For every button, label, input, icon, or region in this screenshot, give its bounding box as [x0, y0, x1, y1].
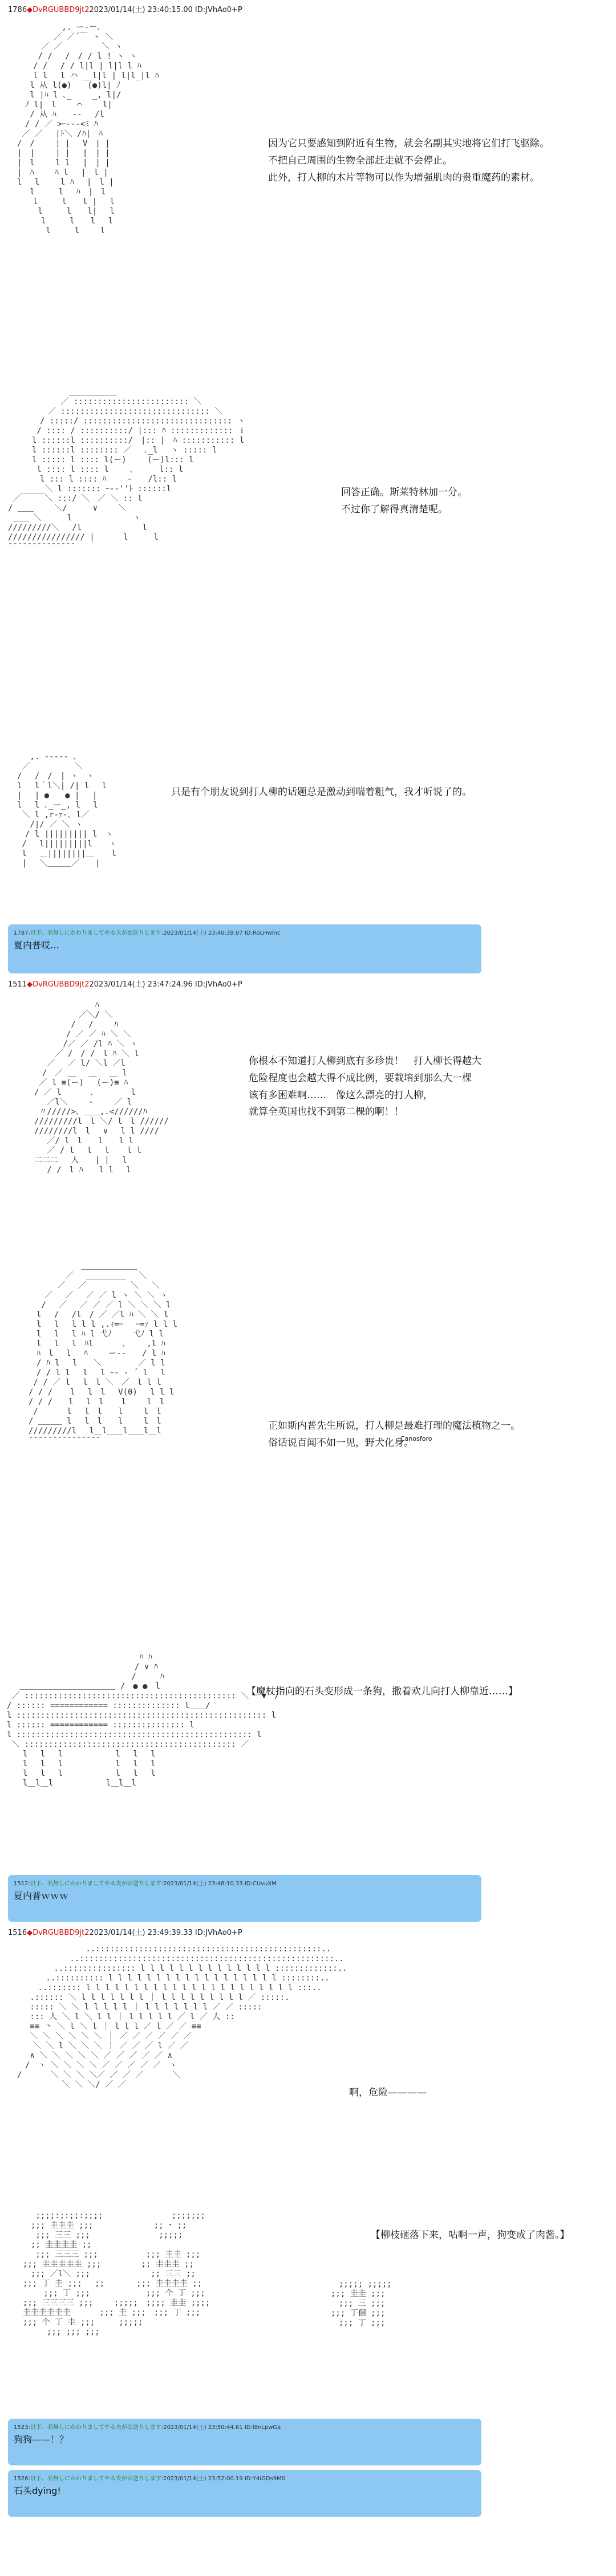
post-date: 2023/01/14(土) 23:47:24.96 ID:JVhAo0+P	[89, 980, 242, 989]
ascii-art-figure: ..:::::::::::::::::::::::::::::::::::::::::::::::.. ..:::::::::::::::::::::::::::::::::::::::::::::::::::::.. ..::::::::::::::: l l l l l l l l l l l l l l :::::::::::::.. ..:::::::::: l l l l l l l l l l l l l l l l l l ::::::::.. ..::::::: l l l l l l l l l l l l l l l l l l l l l l :::.. .:::::: ＼ l l l l l l l ｜ l l l l l l l l l ／ :::::. ::::: ＼ ＼ l l l l l ｜ l l l l l l l ／ ／ ::::: ::: 人 ＼ l ＼ l l ｜ l l l l l ／ l ／ 人 :: ≡≡ 丶 ＼ l ＼ l ｜ l l l ／ l ／ ／ ≡≡ ＼ ＼ ＼ ＼ ＼ ＼ ｜ ／ ／ ／ ／ ／ ／ ＼ ＼ l ＼ ＼ ＼ ｜ ／ ／ ／ l ／ ／ ∧ ＼ ＼ ＼ ＼ ＼ ／ ／ ／ ／ ／ ∧ / ヽ ＼ ＼ ＼ ＼ ／ ／ ／ ／ ／ ヽ / ＼ ＼ ＼ ＼／ ／ ／ ／ ＼ ＼ ＼ ＼/ ／ ／	[17, 1945, 347, 2089]
narration-text: 【柳枝砸落下来，咕啊一声，狗变成了肉酱。】	[371, 2229, 570, 2241]
post-date: 2023/01/14(土) 23:49:39.33 ID:JVhAo0+P	[89, 1929, 242, 1937]
ascii-art-figure: ＿＿＿＿＿＿＿ ／ ＿＿＿＿＿ ＼ ／ ／ ＼ ＼ ／ ／ ／ ／ l ヽ ＼ ＼ ヽ / ／ ／ ／ ／ l ＼ ＼ ＼ l l / /l / ／ ／l ﾊ ＼ ＼ l l l l l l ,.ｨ=ｰ ｰ=ｧ l l l l l l ﾊ l 弋ﾉ 弋ﾉ l l l l l ﾊl ､ ,l ﾊ ﾊ l l ﾊ ー-‐ / l ﾊ / ﾊ l l ＼ ／ l l / / l l l l ｰ- ‐ ´ l l / / ／ l l l ＼ ／ l l l / / / l l l V(0) l l l / / / l l l l l l / l l l l l l / ＿＿＿ l l l l l l /////////l l＿l＿＿l＿＿l＿l ̄ ̄ ̄ ̄ ̄ ̄ ̄ ̄ ̄ ̄ ̄ ̄ ̄ ̄	[29, 1262, 178, 1445]
ascii-art-remains: ;;;;:;:;;:;;;; ;;;;;;; ;;; 圭圭圭 ;;; ;; ･ ;; ;;; 三三 ;;; ;;;;; ;; 圭圭圭圭 ;; ;;; 三三三 ;;; ;;; 圭圭 ;;; ;;; 圭圭圭圭圭 ;;; ;; 圭圭圭 ;; ;;; ／l＼ ;;; ;; 三三 ;; ;;; 丁 圭 ;;; ;; ;;; 圭圭圭圭 ;; ;;; 丁 ;;; ;;; 个 丁 ;;; ;;; 三三三三 ;;; ;;;;; ;;;; 圭圭 ;;;; 圭圭圭圭圭圭 ;;; 圭 ;;; ;;; 丁 ;;; ;;; 个 丁 圭 ;;; ;;;;; ;;; ;;; ;;;	[23, 2211, 210, 2337]
reader-comment	[8, 2419, 481, 2465]
comment-header: 1512:以下、名無しにかわりましてやる夫がお送りします:2023/01/14(土) 23:48:10.33 ID:CUvuXM	[14, 1881, 277, 1887]
post-number: 1786	[8, 6, 27, 14]
dialogue-text: 啊，危险————	[349, 2087, 427, 2098]
comment-header: 1526:以下、名無しにかわりましてやる夫がお送りします:2023/01/14(土) 23:52:00.19 ID:Y4iGDs9M0	[14, 2476, 286, 2482]
poster-name: ◆DvRGUBBD9jt2	[27, 980, 90, 989]
comment-body: 狗狗——！？	[14, 2434, 69, 2445]
narration-text: 【魔杖指向的石头变形成一条狗，撒着欢儿向打人柳靠近……】	[246, 1686, 518, 1697]
dialogue-text: 回答正确。斯莱特林加一分。 不过你了解得真清楚呢。	[341, 487, 467, 515]
ascii-art-figure: ,. -‐‐‐- ､ ／ ＼ / / / | ヽ ヽ l l｀l＼| /| l l | | ● ● | | l l ､_ー_, l l ＼ l ,r‐ｧ‐､ l／ /|/ ／ ＼ ヽ / l ||||||||| l ヽ / l|||||||||l ヽ l ＿||||||||＿ l | ＼＿＿＿／ |	[17, 752, 117, 868]
dialogue-text: 正如斯内普先生所说，打人柳是最难打理的魔法植物之一。 俗话说百闻不如一见，野犬化身。	[268, 1420, 520, 1449]
post-header	[8, 978, 242, 989]
reader-comment	[8, 924, 481, 973]
reader-comment	[8, 2470, 481, 2517]
poster-name: ◆DvRGUBBD9jt2	[27, 6, 90, 14]
ascii-art-dog: ﾊ ﾊ / ∨ ﾊ / ﾊ ＿＿＿＿＿＿＿＿＿＿＿＿ / ● ● l ／ :::::::::::::::::::::::::::::::::::::::::::: ＼ ▼ / / :::::: ============ :::::::::::::: l＿＿/ l :::::::::::::::::::::::::::::::::::::::::::::::::::: l l :::::: ============ ::::::::::::::: l l ::::::::::::::::::::::::::::::::::::::::::::::::: l ＼ :::::::::::::::::::::::::::::::::::::::::::: ／ l l l l l l l l l l l l l l l l l l l＿l＿l l＿l＿l	[7, 1653, 279, 1788]
poster-name: ◆DvRGUBBD9jt2	[27, 1929, 90, 1937]
comment-body: 石头dying!	[14, 2485, 61, 2496]
comment-header: 1787:以下、名無しにかわりましてやる夫がお送りします:2023/01/14(土) 23:40:39.97 ID:RoLHwlnc	[14, 930, 281, 936]
ascii-art-figure: ＿＿＿＿＿＿ ／ :::::::::::::::::::::::: ＼ ／ ::::::::::::::::::::::::::::::: ＼ / :::::/ ::::::::::::::::::::::::::::::: ヽ / :::: / ::::::::::/ |::: ﾊ ::::::::::::: ｉ l ::::::l ::::::::::/ |:: | ﾊ ::::::::::: l l ::::::l :::::::: ／ ､_l ヽ ::::: l l ::::: l :::: l(ー) (ー)l::: l l :::: l :::: l ､ l:: l l ::: l :::: ﾊ ‐ /l:: l ＼ l ::::::: ｰ-‐''ﾄ ::::::l ／￣￣￣＼ :::/ ＼ ／ ＼ :: l / ＿＿ ＼/ ∨ ＼ ＿＿ ＼ l ヽ /////////＼ /l l //////////////// | l l ̄ ̄ ̄ ̄ ̄ ̄ ̄ ̄ ̄ ̄ ̄ ̄ ̄	[8, 388, 246, 552]
post-header	[8, 1926, 242, 1937]
ascii-art-figure: ﾊ ／＼/ ＼ / / ﾊ / ／ ／ ﾊ ＼ ＼ /／ ／ /l ﾊ ＼ ヽ ／ / / / l ﾊ ＼ l ／ ／ l/ ＼l ／l / ／ ＿ ＿ ＿ l ／ l ≡(ー) (ー)≡ ﾊ / ／ l ､ l ／l＼ ‐ ／ l 〃/////>、＿＿,.<//////ﾊ /////////l l ＼/ l l ////// ////////l l ∨ l l //// ／/ l l l l l ／ / l l l l l 二二二 人 | | l / / l ﾊ l l l	[34, 1001, 169, 1175]
comment-body: 夏内普ｗｗｗ	[14, 1890, 69, 1901]
comment-body: 夏内普哎…	[14, 940, 60, 951]
ruby-text: Canosforo	[400, 1435, 432, 1442]
post-date: 2023/01/14(土) 23:40:15.00 ID:JVhAo0+P	[89, 6, 242, 14]
ascii-art-remains: ;;;;; ;;;;; ;;; 圭圭 ;;; ;;; 三 ;;; ;;; 丁個 ;;; ;;; 丁 ;;;	[331, 2280, 392, 2328]
reader-comment	[8, 1875, 481, 1922]
dialogue-text: 你根本不知道打人柳到底有多珍贵！ 打人柳长得越大 危险程度也会越大得不成比例，要栽培到那么大一棵 该有多困难啊…… 像这么漂亮的打人柳， 就算全英国也找不到第二棵的啊！！	[249, 1055, 481, 1118]
post-header	[8, 3, 242, 14]
dialogue-text: 因为它只要感知到附近有生物，就会名副其实地将它们打飞驱除。 不把自己周围的生物全部赶走就不会停止。 此外，打人柳的木片等物可以作为增强肌肉的贵重魔药的素材。	[268, 138, 549, 184]
post-number: 1511	[8, 980, 27, 989]
post-number: 1516	[8, 1929, 27, 1937]
comment-header: 1523:以下、名無しにかわりましてやる夫がお送りします:2023/01/14(土) 23:50:44.61 ID:l8nLpwGa	[14, 2424, 281, 2431]
ascii-art-figure: ,. ー-－､ ／ ／´￣ ヽ ＼ ／ ／ ＼ ヽ / / / / / l ! ヽ ヽ / / / / l|l | l|l l ﾊ l l l ハ __l|l | l|l_|l ﾊ l 从 l(●) (●)l| ﾉ l |ﾊ l ､_ _, l|/ ﾉ l| l ⌒ l| / 从 ﾊ -- /l / / ／ >ｰ--‐<ﾐ ﾊ ／ ／ |ﾄ＼ /ﾊ| ﾊ / / | | V | | | | | | | | | | l l l | | | | ﾊ ﾊ l | l | l l l ﾊ | l | l l ﾊ | l l l l | l l l l| l l l l l l l l	[17, 23, 159, 235]
dialogue-text: 只是有个朋友说到打人柳的话题总是激动到喘着粗气，我才听说了的。	[171, 786, 472, 798]
